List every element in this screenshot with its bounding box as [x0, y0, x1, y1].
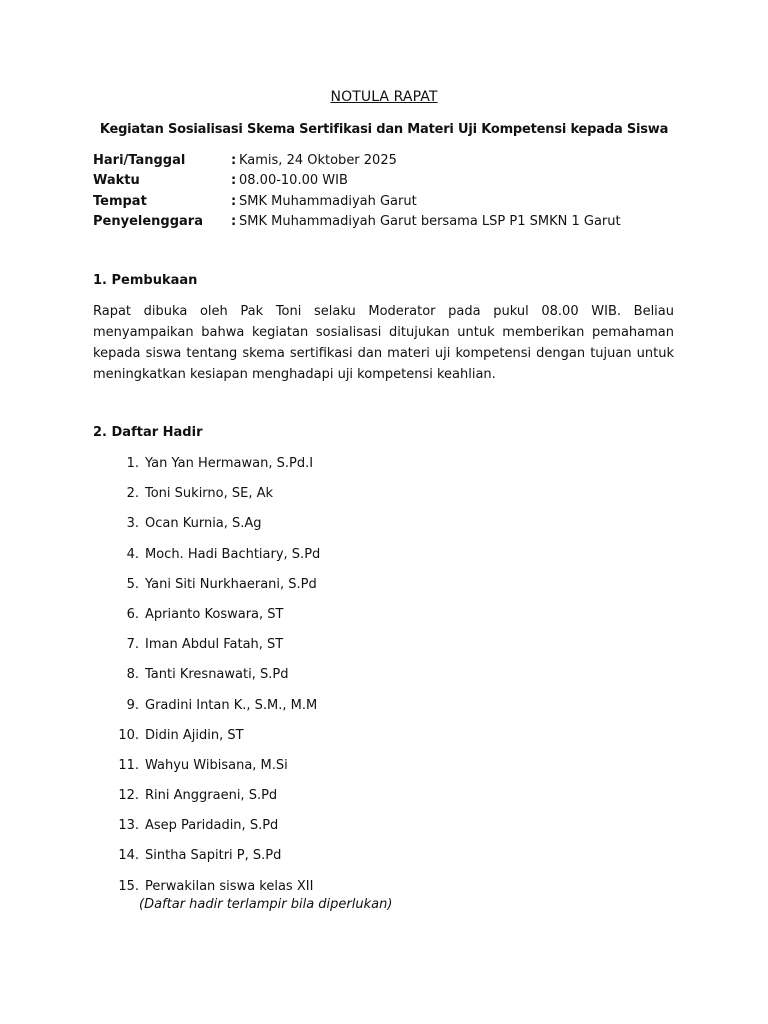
opening-paragraph: Rapat dibuka oleh Pak Toni selaku Moderator pada pukul 08.00 WIB. Beliau menyampaikan bahwa kegiatan sosialisasi ditujukan untuk memberikan pemahaman kepada siswa tentang skema sertifikasi dan materi uji kompetensi dengan tujuan untuk meningkatkan kesiapan menghadapi uji kompetensi keahlian.	[93, 304, 674, 382]
list-item-name: Rini Anggraeni, S.Pd	[145, 788, 278, 804]
list-item-number: 15.	[118, 878, 139, 894]
info-colon: :	[231, 193, 237, 209]
list-item-name: Iman Abdul Fatah, ST	[145, 637, 284, 653]
list-item	[93, 696, 653, 726]
list-item	[93, 816, 653, 846]
list-item-number: 5.	[126, 576, 139, 592]
info-colon: :	[231, 173, 237, 189]
list-item-name: Yan Yan Hermawan, S.Pd.I	[145, 456, 314, 471]
info-value: 08.00-10.00 WIB	[239, 173, 348, 189]
list-item-number: 4.	[126, 546, 139, 562]
list-item	[93, 665, 653, 695]
list-item-name: Moch. Hadi Bachtiary, S.Pd	[145, 546, 321, 562]
info-label: Tempat	[93, 193, 147, 209]
document-subtitle: Kegiatan Sosialisasi Skema Sertifikasi dan Materi Uji Kompetensi kepada Siswa	[99, 122, 669, 137]
info-row-date	[93, 150, 683, 171]
list-item-name: Wahyu Wibisana, M.Si	[145, 757, 288, 773]
info-value: SMK Muhammadiyah Garut bersama LSP P1 SMKN 1 Garut	[239, 214, 621, 230]
list-item	[93, 726, 653, 756]
list-item-number: 3.	[126, 516, 139, 532]
list-item-number: 10.	[118, 727, 139, 743]
list-item-name: Ocan Kurnia, S.Ag	[145, 516, 262, 532]
info-label: Penyelenggara	[93, 214, 203, 230]
list-item	[93, 575, 653, 605]
list-item-number: 1.	[126, 456, 139, 471]
list-item-number: 13.	[118, 818, 139, 834]
list-item-name: Toni Sukirno, SE, Ak	[145, 486, 274, 502]
list-item	[93, 454, 653, 484]
info-value: SMK Muhammadiyah Garut	[239, 193, 417, 209]
list-item	[93, 786, 653, 816]
list-item-number: 14.	[118, 848, 139, 864]
list-item-name: Didin Ajidin, ST	[145, 727, 244, 743]
meeting-info-table	[93, 150, 683, 232]
section-heading-attendance: 2. Daftar Hadir	[93, 425, 203, 440]
list-item-name: Aprianto Koswara, ST	[145, 606, 284, 622]
info-row-place	[93, 191, 683, 212]
list-item	[93, 514, 653, 544]
section-heading-opening: 1. Pembukaan	[93, 273, 198, 288]
list-item-number: 12.	[118, 788, 139, 804]
list-item-number: 11.	[118, 757, 139, 773]
document-title: NOTULA RAPAT	[330, 89, 438, 105]
list-item-number: 7.	[126, 637, 139, 653]
list-item-name: Tanti Kresnawati, S.Pd	[145, 667, 289, 683]
list-item-number: 9.	[126, 697, 139, 713]
list-item	[93, 846, 653, 876]
info-label: Hari/Tanggal	[93, 152, 186, 168]
list-item	[93, 605, 653, 635]
info-row-organizer	[93, 212, 683, 233]
info-label: Waktu	[93, 173, 140, 189]
list-item-number: 2.	[126, 486, 139, 502]
info-row-time	[93, 171, 683, 192]
list-item-number: 8.	[126, 667, 139, 683]
list-item	[93, 756, 653, 786]
attendance-note: (Daftar hadir terlampir bila diperlukan)	[139, 897, 393, 912]
list-item-name: Perwakilan siswa kelas XII	[145, 878, 314, 894]
list-item-name: Yani Siti Nurkhaerani, S.Pd	[145, 576, 317, 592]
info-colon: :	[231, 214, 237, 230]
list-item-name: Asep Paridadin, S.Pd	[145, 818, 279, 834]
list-item-name: Gradini Intan K., S.M., M.M	[145, 697, 318, 713]
info-value: Kamis, 24 Oktober 2025	[239, 152, 397, 168]
info-colon: :	[231, 152, 237, 168]
list-item-number: 6.	[126, 606, 139, 622]
list-item	[93, 484, 653, 514]
list-item	[93, 545, 653, 575]
list-item-name: Sintha Sapitri P, S.Pd	[145, 848, 282, 864]
attendance-list	[93, 454, 653, 907]
list-item	[93, 635, 653, 665]
